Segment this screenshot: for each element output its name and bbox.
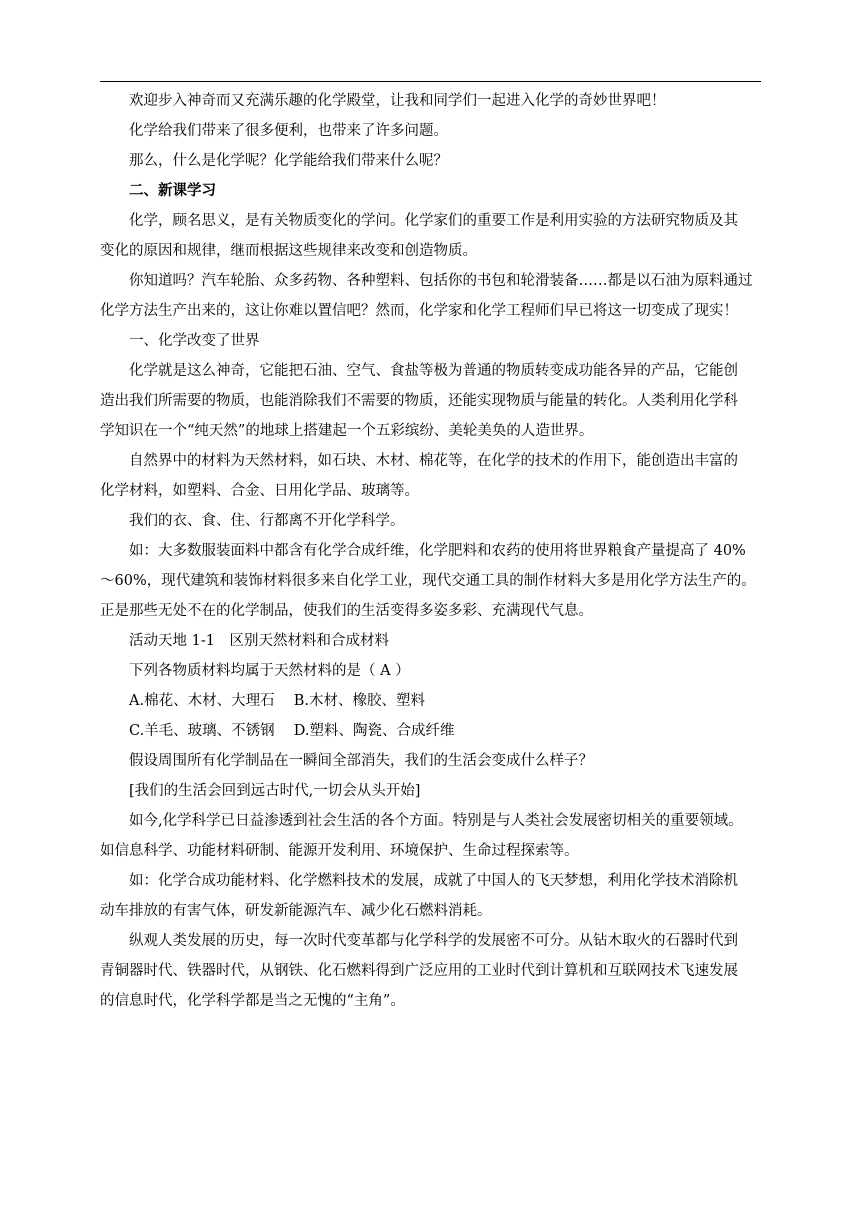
paragraph-definition bbox=[100, 206, 761, 236]
line: 造出我们所需要的物质，也能消除我们不需要的物质，还能实现物质与能量的转化。人类利用化学科 bbox=[100, 393, 738, 409]
line: 假设周围所有化学制品在一瞬间全部消失，我们的生活会变成什么样子？ bbox=[129, 753, 593, 769]
question-options-cd bbox=[100, 716, 761, 746]
line: 正是那些无处不在的化学制品，使我们的生活变得多姿多彩、充满现代气息。 bbox=[100, 603, 593, 619]
paragraph-magic bbox=[100, 356, 761, 386]
paragraph-society bbox=[100, 806, 761, 836]
paragraph-examples-cont bbox=[100, 566, 761, 596]
paragraph-definition-cont bbox=[100, 236, 761, 266]
line: 活动天地 1-1 区别天然材料和合成材料 bbox=[129, 633, 389, 649]
paragraph-examples-cont bbox=[100, 596, 761, 626]
line: 自然界中的材料为天然材料，如石块、木材、棉花等，在化学的技术的作用下，能创造出丰富的 bbox=[129, 453, 738, 469]
paragraph-materials-cont bbox=[100, 476, 761, 506]
line: 那么，什么是化学呢？化学能给我们带来什么呢？ bbox=[129, 153, 448, 169]
line: [我们的生活会回到远古时代,一切会从头开始] bbox=[129, 783, 421, 799]
line: 的信息时代，化学科学都是当之无愧的“主角”。 bbox=[100, 993, 405, 1009]
line: 青铜器时代、铁器时代，从钢铁、化石燃料得到广泛应用的工业时代到计算机和互联网技术飞速发展 bbox=[100, 963, 738, 979]
section-heading bbox=[100, 176, 761, 206]
paragraph-daily-life bbox=[100, 506, 761, 536]
paragraph-society-cont bbox=[100, 836, 761, 866]
paragraph-magic-cont bbox=[100, 416, 761, 446]
paragraph-materials bbox=[100, 446, 761, 476]
line: 变化的原因和规律，继而根据这些规律来改变和创造物质。 bbox=[100, 243, 477, 259]
paragraph-petroleum bbox=[100, 266, 761, 296]
line: 学知识在一个“纯天然”的地球上搭建起一个五彩缤纷、美轮美奂的人造世界。 bbox=[100, 423, 594, 439]
header-rule bbox=[100, 81, 761, 82]
line: 化学方法生产出来的，这让你难以置信吧？然而，化学家和化学工程师们早已将这一切变成了现实！ bbox=[100, 303, 738, 319]
subsection-heading bbox=[100, 326, 761, 356]
question-stem bbox=[100, 656, 761, 686]
line: 如信息科学、功能材料研制、能源开发利用、环境保护、生命过程探索等。 bbox=[100, 843, 579, 859]
line: 化学给我们带来了很多便利，也带来了许多问题。 bbox=[129, 123, 448, 139]
activity-title bbox=[100, 626, 761, 656]
line: 如今,化学科学已日益渗透到社会生活的各个方面。特别是与人类社会发展密切相关的重要领域。 bbox=[129, 813, 743, 829]
line: 我们的衣、食、住、行都离不开化学科学。 bbox=[129, 513, 405, 529]
line: 化学材料，如塑料、合金、日用化学品、玻璃等。 bbox=[100, 483, 419, 499]
paragraph-history bbox=[100, 926, 761, 956]
question-options-ab bbox=[100, 686, 761, 716]
line: 你知道吗？汽车轮胎、众多药物、各种塑料、包括你的书包和轮滑装备……都是以石油为原料通过 bbox=[129, 273, 753, 289]
heading-text: 一、化学改变了世界 bbox=[129, 333, 260, 349]
paragraph-examples bbox=[100, 536, 761, 566]
paragraph-magic-cont bbox=[100, 386, 761, 416]
paragraph-intro bbox=[100, 116, 761, 146]
paragraph-spaceflight-cont bbox=[100, 896, 761, 926]
line: 如：大多数服装面料中都含有化学合成纤维，化学肥料和农药的使用将世界粮食产量提高了 40% bbox=[129, 543, 746, 559]
paragraph-history-cont bbox=[100, 986, 761, 1016]
paragraph-history-cont bbox=[100, 956, 761, 986]
line: 化学就是这么神奇，它能把石油、空气、食盐等极为普通的物质转变成功能各异的产品，它能创 bbox=[129, 363, 738, 379]
line: 纵观人类发展的历史，每一次时代变革都与化学科学的发展密不可分。从钻木取火的石器时代到 bbox=[129, 933, 738, 949]
heading-text: 二、新课学习 bbox=[129, 182, 216, 199]
line: 动车排放的有害气体，研发新能源汽车、减少化石燃料消耗。 bbox=[100, 903, 492, 919]
line: ～60%，现代建筑和装饰材料很多来自化学工业，现代交通工具的制作材料大多是用化学方法生产的。 bbox=[100, 573, 756, 589]
paragraph-question bbox=[100, 146, 761, 176]
paragraph-spaceflight bbox=[100, 866, 761, 896]
paragraph-petroleum-cont bbox=[100, 296, 761, 326]
paragraph-welcome bbox=[100, 86, 761, 116]
line: 如：化学合成功能材料、化学燃料技术的发展，成就了中国人的飞天梦想，利用化学技术消除机 bbox=[129, 873, 738, 889]
paragraph-answer bbox=[100, 776, 761, 806]
line: A.棉花、木材、大理石 B.木材、橡胶、塑料 bbox=[129, 693, 425, 709]
line: 化学，顾名思义，是有关物质变化的学问。化学家们的重要工作是利用实验的方法研究物质及其 bbox=[129, 213, 738, 229]
line: 下列各物质材料均属于天然材料的是（ A ） bbox=[129, 663, 410, 679]
line: 欢迎步入神奇而又充满乐趣的化学殿堂，让我和同学们一起进入化学的奇妙世界吧！ bbox=[129, 93, 666, 109]
line: C.羊毛、玻璃、不锈钢 D.塑料、陶瓷、合成纤维 bbox=[129, 723, 455, 739]
document-body bbox=[100, 86, 761, 1016]
paragraph-hypothesis bbox=[100, 746, 761, 776]
